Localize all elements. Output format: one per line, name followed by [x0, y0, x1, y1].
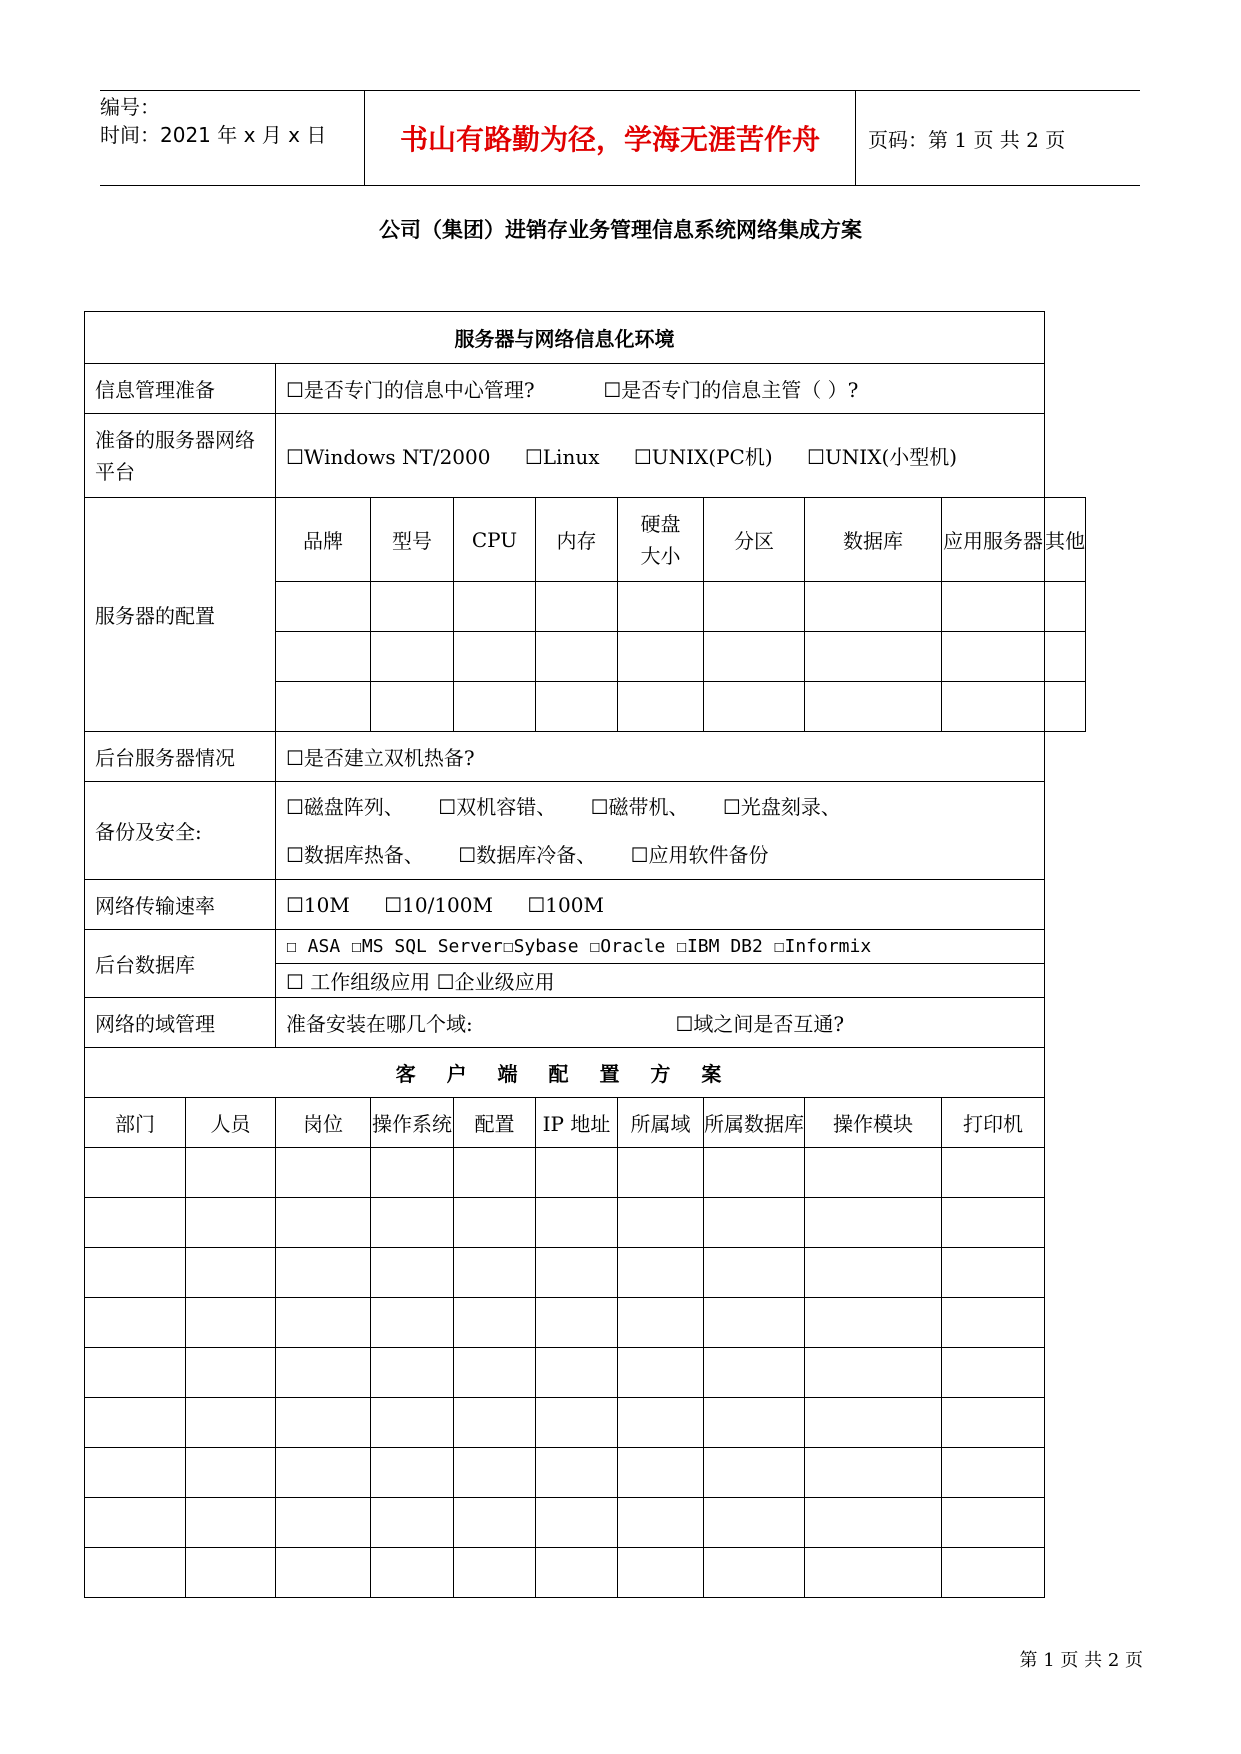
- cell[interactable]: [704, 1498, 805, 1548]
- cell[interactable]: [704, 1548, 805, 1598]
- cell[interactable]: [942, 1448, 1045, 1498]
- cell[interactable]: [276, 1148, 371, 1198]
- cell[interactable]: [85, 1298, 186, 1348]
- cell[interactable]: [942, 1548, 1045, 1598]
- dedicated-manager-checkbox[interactable]: ☐是否专门的信息主管（ ）?: [603, 378, 859, 402]
- client-header-printer: 打印机: [942, 1098, 1045, 1148]
- cell[interactable]: [454, 582, 536, 632]
- cell[interactable]: [186, 1548, 276, 1598]
- cell[interactable]: [805, 632, 942, 682]
- cell[interactable]: [186, 1298, 276, 1348]
- cell[interactable]: [454, 1448, 536, 1498]
- header-app-server: 应用服务器: [942, 498, 1045, 582]
- client-row: [85, 1548, 1086, 1598]
- cell[interactable]: [186, 1498, 276, 1548]
- cell[interactable]: [186, 1198, 276, 1248]
- number-label: 编号：: [100, 95, 160, 119]
- header-disk: 硬盘大小: [618, 498, 704, 582]
- cell[interactable]: [371, 1298, 454, 1348]
- cell[interactable]: [805, 582, 942, 632]
- cell[interactable]: [371, 1348, 454, 1398]
- cell[interactable]: [704, 632, 805, 682]
- header-motto: 书山有路勤为径，学海无涯苦作舟: [365, 91, 856, 185]
- domain-install-question: 准备安装在哪几个域:: [286, 1012, 473, 1036]
- cell[interactable]: [186, 1148, 276, 1198]
- unix-mini-checkbox[interactable]: ☐UNIX(小型机): [807, 445, 958, 469]
- domain-interconnect-checkbox[interactable]: ☐域之间是否互通?: [675, 1012, 845, 1036]
- page-footer: 第 1 页 共 2 页: [1019, 1650, 1143, 1671]
- server-config-label: 服务器的配置: [85, 498, 276, 732]
- cell[interactable]: [1045, 632, 1086, 682]
- tape-drive-checkbox[interactable]: ☐磁带机、: [590, 794, 689, 819]
- cell[interactable]: [85, 1348, 186, 1398]
- client-header-config: 配置: [454, 1098, 536, 1148]
- cell[interactable]: [805, 682, 942, 732]
- cell[interactable]: [536, 1548, 618, 1598]
- cell[interactable]: [276, 1448, 371, 1498]
- cell[interactable]: [371, 1548, 454, 1598]
- cell[interactable]: [186, 1248, 276, 1298]
- cell[interactable]: [85, 1548, 186, 1598]
- cell[interactable]: [618, 1348, 704, 1398]
- speed-100m-checkbox[interactable]: ☐100M: [527, 892, 604, 917]
- cell[interactable]: [942, 1348, 1045, 1398]
- client-header-dept: 部门: [85, 1098, 186, 1148]
- cell[interactable]: [371, 1148, 454, 1198]
- info-mgmt-options: [276, 364, 1045, 414]
- cell[interactable]: [454, 1298, 536, 1348]
- client-row: [85, 1398, 1086, 1448]
- cell[interactable]: [704, 1448, 805, 1498]
- cell[interactable]: [454, 1548, 536, 1598]
- cell[interactable]: [536, 582, 618, 632]
- cell[interactable]: [704, 1298, 805, 1348]
- platform-label: 准备的服务器网络平台: [85, 414, 276, 498]
- domain-label: 网络的域管理: [85, 998, 276, 1048]
- client-header-module: 操作模块: [805, 1098, 942, 1148]
- client-row: [85, 1198, 1086, 1248]
- section-client-config: 客 户 端 配 置 方 案: [85, 1048, 1045, 1098]
- cell[interactable]: [618, 1548, 704, 1598]
- cell[interactable]: [536, 1248, 618, 1298]
- cell[interactable]: [704, 1398, 805, 1448]
- document-title: 公司（集团）进销存业务管理信息系统网络集成方案: [379, 218, 862, 242]
- client-row: [85, 1248, 1086, 1298]
- cell[interactable]: [618, 1148, 704, 1198]
- cell[interactable]: [805, 1548, 942, 1598]
- dedicated-center-checkbox[interactable]: ☐是否专门的信息中心管理?: [286, 378, 535, 402]
- cell[interactable]: [704, 1348, 805, 1398]
- network-speed-label: 网络传输速率: [85, 880, 276, 930]
- cell[interactable]: [704, 1198, 805, 1248]
- cell[interactable]: [454, 1498, 536, 1548]
- cell[interactable]: [454, 1198, 536, 1248]
- header-brand: 品牌: [276, 498, 371, 582]
- cell[interactable]: [85, 1448, 186, 1498]
- cell[interactable]: [454, 1248, 536, 1298]
- unix-pc-checkbox[interactable]: ☐UNIX(PC机): [633, 445, 773, 469]
- cell[interactable]: [805, 1298, 942, 1348]
- cell[interactable]: [371, 582, 454, 632]
- speed-10-100m-checkbox[interactable]: ☐10/100M: [384, 892, 493, 917]
- header-cpu: CPU: [454, 498, 536, 582]
- cell[interactable]: [704, 1248, 805, 1298]
- cell[interactable]: [371, 1498, 454, 1548]
- cell[interactable]: [536, 1448, 618, 1498]
- cell[interactable]: [942, 632, 1045, 682]
- cell[interactable]: [536, 1148, 618, 1198]
- backend-db-label: 后台数据库: [85, 930, 276, 998]
- cell[interactable]: [618, 1398, 704, 1448]
- cell[interactable]: [371, 1448, 454, 1498]
- cell[interactable]: [454, 1148, 536, 1198]
- platform-options: [276, 414, 1045, 498]
- header-memory: 内存: [536, 498, 618, 582]
- cell[interactable]: [371, 1198, 454, 1248]
- hot-standby-checkbox[interactable]: ☐是否建立双机热备?: [276, 732, 1045, 782]
- client-header-staff: 人员: [186, 1098, 276, 1148]
- cell[interactable]: [454, 1348, 536, 1398]
- domain-options: [276, 998, 1045, 1048]
- cell[interactable]: [942, 1498, 1045, 1548]
- cell[interactable]: [942, 582, 1045, 632]
- db-level-options[interactable]: ☐ 工作组级应用 ☐企业级应用: [276, 964, 1045, 998]
- windows-checkbox[interactable]: ☐Windows NT/2000: [286, 445, 491, 469]
- cell[interactable]: [618, 1498, 704, 1548]
- cell[interactable]: [454, 1398, 536, 1448]
- config-form-table: [84, 311, 1086, 1598]
- cell[interactable]: [85, 1198, 186, 1248]
- cell[interactable]: [618, 1198, 704, 1248]
- disk-array-checkbox[interactable]: ☐磁盘阵列、: [286, 794, 404, 819]
- header-model: 型号: [371, 498, 454, 582]
- date-label: 时间：2021 年 x 月 x 日: [100, 123, 327, 147]
- cell[interactable]: [805, 1148, 942, 1198]
- cell[interactable]: [276, 632, 371, 682]
- backup-label: 备份及安全:: [85, 782, 276, 880]
- cell[interactable]: [536, 1198, 618, 1248]
- disc-burn-checkbox[interactable]: ☐光盘刻录、: [722, 794, 841, 819]
- header-page-number: 页码：第 1 页 共 2 页: [868, 127, 1066, 152]
- db-type-options[interactable]: ☐ ASA ☐MS SQL Server☐Sybase ☐Oracle ☐IBM DB2 ☐Informix: [276, 930, 1045, 964]
- cell[interactable]: [536, 1398, 618, 1448]
- client-header-os: 操作系统: [371, 1098, 454, 1148]
- cell[interactable]: [942, 1298, 1045, 1348]
- cell[interactable]: [276, 1398, 371, 1448]
- db-cold-backup-checkbox[interactable]: ☐数据库冷备、: [458, 842, 597, 867]
- cell[interactable]: [942, 1398, 1045, 1448]
- network-speed-options: [276, 880, 1045, 930]
- cell[interactable]: [276, 1498, 371, 1548]
- client-header-ip: IP 地址: [536, 1098, 618, 1148]
- cell[interactable]: [276, 582, 371, 632]
- cell[interactable]: [536, 682, 618, 732]
- client-header-row: [85, 1098, 1086, 1148]
- dual-fault-tolerance-checkbox[interactable]: ☐双机容错、: [438, 794, 557, 819]
- cell[interactable]: [276, 1548, 371, 1598]
- cell[interactable]: [805, 1448, 942, 1498]
- cell[interactable]: [704, 1148, 805, 1198]
- cell[interactable]: [371, 1398, 454, 1448]
- cell[interactable]: [186, 1398, 276, 1448]
- header-meta: [100, 91, 365, 185]
- cell[interactable]: [618, 682, 704, 732]
- cell[interactable]: [618, 1448, 704, 1498]
- app-backup-checkbox[interactable]: ☐应用软件备份: [630, 842, 769, 867]
- cell[interactable]: [942, 1148, 1045, 1198]
- header-partition: 分区: [704, 498, 805, 582]
- cell[interactable]: [618, 632, 704, 682]
- speed-10m-checkbox[interactable]: ☐10M: [286, 892, 350, 917]
- cell[interactable]: [805, 1248, 942, 1298]
- cell[interactable]: [942, 1198, 1045, 1248]
- header-database: 数据库: [805, 498, 942, 582]
- cell[interactable]: [536, 632, 618, 682]
- cell[interactable]: [186, 1348, 276, 1398]
- backup-options: [276, 782, 1045, 880]
- cell[interactable]: [536, 1498, 618, 1548]
- page-header: [100, 90, 1140, 186]
- cell[interactable]: [618, 1248, 704, 1298]
- info-mgmt-label: 信息管理准备: [85, 364, 276, 414]
- cell[interactable]: [536, 1298, 618, 1348]
- cell[interactable]: [371, 682, 454, 732]
- cell[interactable]: [1045, 582, 1086, 632]
- cell[interactable]: [704, 682, 805, 732]
- cell[interactable]: [454, 632, 536, 682]
- cell[interactable]: [371, 632, 454, 682]
- client-row: [85, 1498, 1086, 1548]
- cell[interactable]: [454, 682, 536, 732]
- cell[interactable]: [85, 1498, 186, 1548]
- cell[interactable]: [1045, 682, 1086, 732]
- client-header-domain: 所属域: [618, 1098, 704, 1148]
- cell[interactable]: [618, 1298, 704, 1348]
- cell[interactable]: [805, 1498, 942, 1548]
- backend-server-label: 后台服务器情况: [85, 732, 276, 782]
- client-row: [85, 1298, 1086, 1348]
- linux-checkbox[interactable]: ☐Linux: [524, 445, 600, 469]
- cell[interactable]: [618, 582, 704, 632]
- cell[interactable]: [371, 1248, 454, 1298]
- client-header-database: 所属数据库: [704, 1098, 805, 1148]
- client-header-post: 岗位: [276, 1098, 371, 1148]
- cell[interactable]: [942, 682, 1045, 732]
- cell[interactable]: [276, 1298, 371, 1348]
- section-server-env: 服务器与网络信息化环境: [85, 312, 1045, 364]
- cell[interactable]: [536, 1348, 618, 1398]
- cell[interactable]: [276, 682, 371, 732]
- client-row: [85, 1448, 1086, 1498]
- cell[interactable]: [805, 1198, 942, 1248]
- client-row: [85, 1348, 1086, 1398]
- cell[interactable]: [85, 1248, 186, 1298]
- cell[interactable]: [805, 1348, 942, 1398]
- cell[interactable]: [805, 1398, 942, 1448]
- cell[interactable]: [276, 1348, 371, 1398]
- cell[interactable]: [942, 1248, 1045, 1298]
- cell[interactable]: [186, 1448, 276, 1498]
- header-other: 其他: [1045, 498, 1086, 582]
- client-row: [85, 1148, 1086, 1198]
- cell[interactable]: [85, 1148, 186, 1198]
- cell[interactable]: [85, 1398, 186, 1448]
- cell[interactable]: [276, 1198, 371, 1248]
- db-hot-backup-checkbox[interactable]: ☐数据库热备、: [286, 842, 424, 867]
- cell[interactable]: [276, 1248, 371, 1298]
- cell[interactable]: [704, 582, 805, 632]
